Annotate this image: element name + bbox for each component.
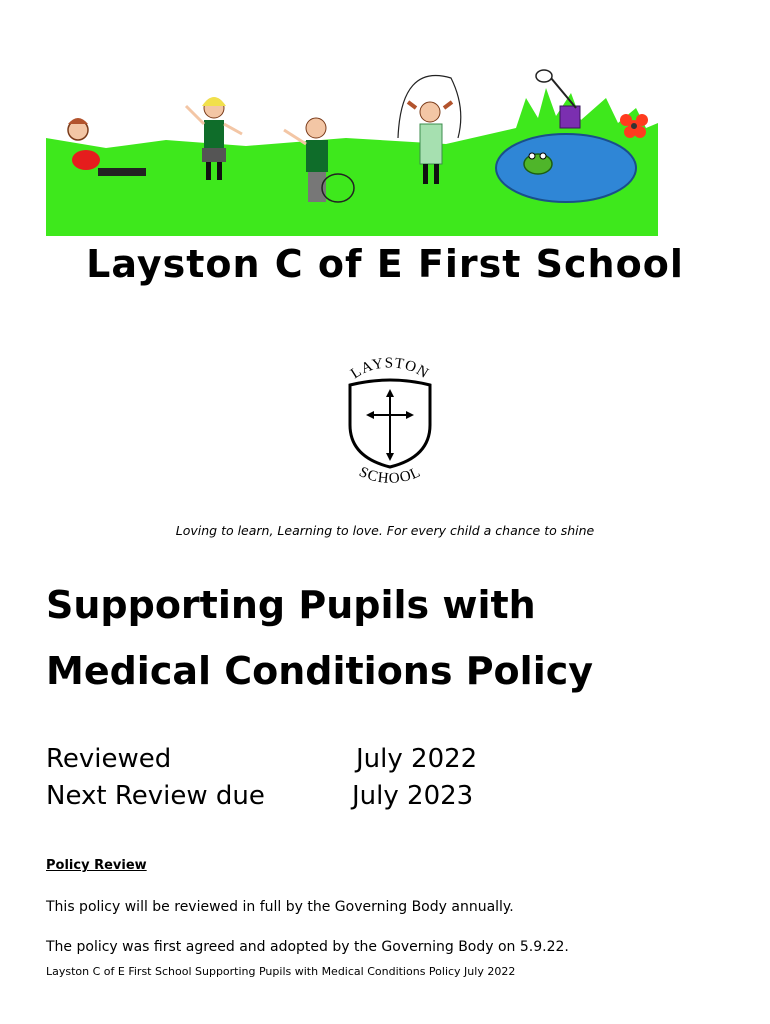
school-name: Layston C of E First School	[86, 242, 684, 286]
document-title	[46, 572, 726, 704]
title-line-1: Supporting Pupils with	[46, 583, 536, 627]
policy-review-paragraph-2: The policy was first agreed and adopted by the Governing Body on 5.9.22.	[46, 939, 569, 955]
reviewed-label: Reviewed	[46, 744, 172, 774]
crest-bottom-text: SCHOOL	[356, 464, 424, 487]
next-review-value: July 2023	[352, 781, 474, 811]
crest-top-text: LAYSTON	[348, 355, 432, 383]
school-motto: Loving to learn, Learning to love. For every child a chance to shine	[175, 523, 595, 538]
page-footer: Layston C of E First School Supporting Pupils with Medical Conditions Policy July 2022	[46, 965, 516, 978]
svg-text:LAYSTON	[348, 355, 432, 382]
school-crest-icon	[330, 345, 450, 495]
reviewed-value: July 2022	[356, 744, 478, 774]
policy-review-paragraph-1: This policy will be reviewed in full by the Governing Body annually.	[46, 899, 514, 915]
next-review-label: Next Review due	[46, 781, 265, 811]
children-playing-illustration	[46, 68, 658, 236]
policy-review-heading: Policy Review	[46, 858, 147, 873]
purple-bucket	[560, 106, 580, 128]
frog	[524, 154, 552, 174]
title-line-2: Medical Conditions Policy	[46, 649, 594, 693]
pond	[496, 134, 636, 202]
